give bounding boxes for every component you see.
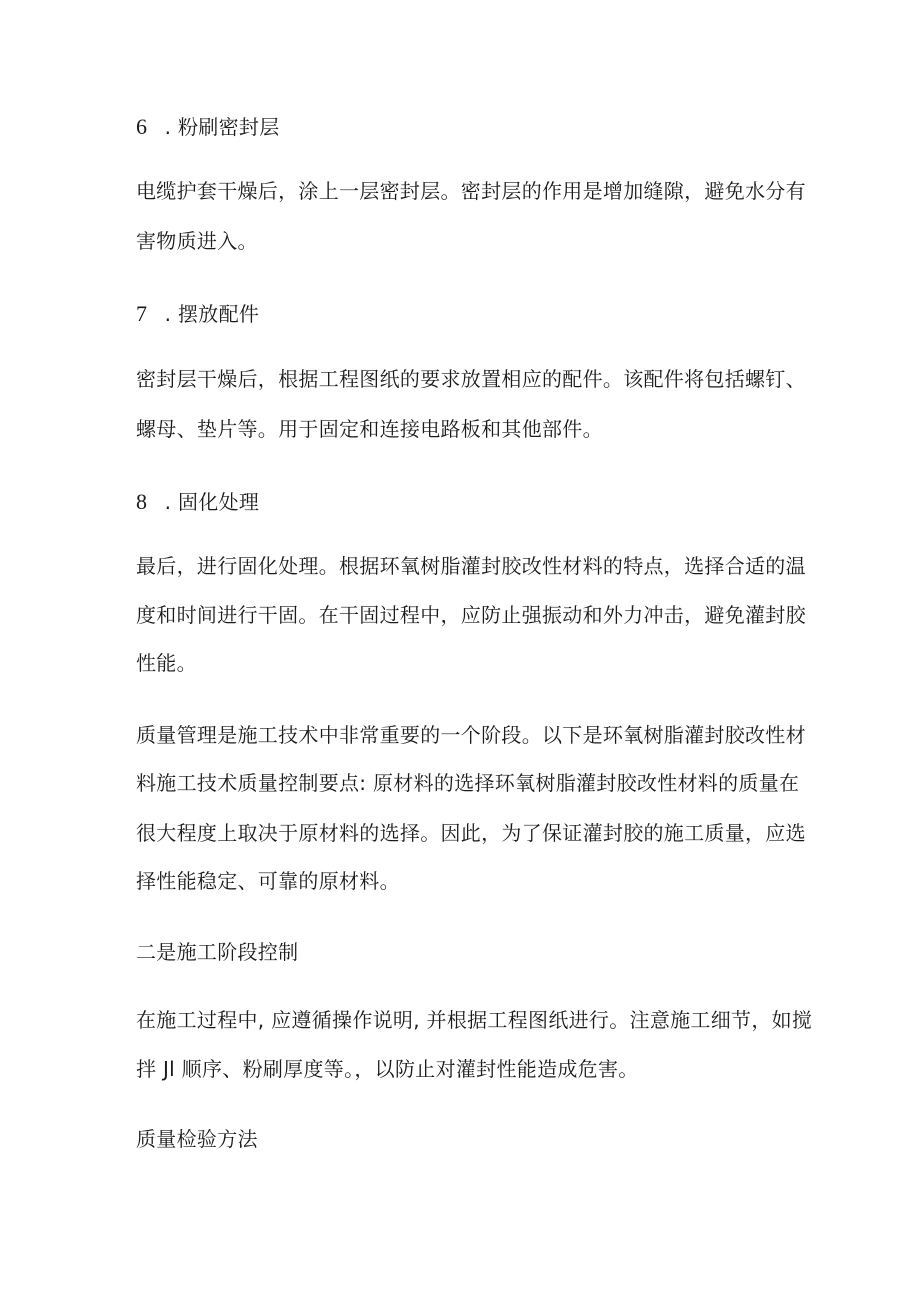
section-number: 6 — [136, 114, 148, 139]
paragraph-line: 害物质进入。 — [136, 229, 258, 253]
section-8-heading — [136, 490, 259, 514]
section-7-heading — [136, 302, 259, 326]
paragraph-line: 择性能稳定、可靠的原材料。 — [136, 869, 400, 893]
section-separator: . — [164, 115, 172, 139]
paragraph-line: 最后，进行固化处理。根据环氧树脂灌封胶改性材料的特点，选择合适的温 — [136, 554, 806, 578]
paragraph-line: 拌 Jl 顺序、粉刷厚度等。，以防止对灌封性能造成危害。 — [136, 1057, 639, 1081]
paragraph-line: 性能。 — [136, 651, 197, 675]
section-number: 7 — [136, 301, 148, 326]
paragraph-line: 密封层干燥后，根据工程图纸的要求放置相应的配件。该配件将包括螺钉、 — [136, 367, 806, 391]
inspection-heading: 质量检验方法 — [136, 1127, 258, 1151]
paragraph-line: 螺母、垫片等。用于固定和连接电路板和其他部件。 — [136, 417, 603, 441]
section-separator: . — [164, 302, 172, 326]
stage-control-heading: 二是施工阶段控制 — [136, 940, 299, 964]
section-title: 摆放配件 — [178, 302, 260, 326]
section-6-heading — [136, 115, 280, 139]
section-title: 粉刷密封层 — [178, 115, 280, 139]
paragraph-line: 料施工技术质量控制要点: 原材料的选择环氧树脂灌封胶改性材料的质量在 — [136, 771, 800, 795]
paragraph-line: 电缆护套干燥后，涂上一层密封层。密封层的作用是增加缝隙，避免水分有 — [136, 179, 806, 203]
paragraph-line: 很大程度上取决于原材料的选择。因此，为了保证灌封胶的施工质量，应选 — [136, 821, 806, 845]
paragraph-line: 度和时间进行干固。在干固过程中，应防止强振动和外力冲击，避免灌封胶 — [136, 603, 806, 627]
section-number: 8 — [136, 489, 148, 514]
section-separator: . — [164, 490, 172, 514]
section-title: 固化处理 — [178, 490, 260, 514]
paragraph-line: 在施工过程中, 应遵循操作说明, 并根据工程图纸进行。注意施工细节，如搅 — [136, 1008, 813, 1032]
paragraph-line: 质量管理是施工技术中非常重要的一个阶段。以下是环氧树脂灌封胶改性材 — [136, 723, 806, 747]
